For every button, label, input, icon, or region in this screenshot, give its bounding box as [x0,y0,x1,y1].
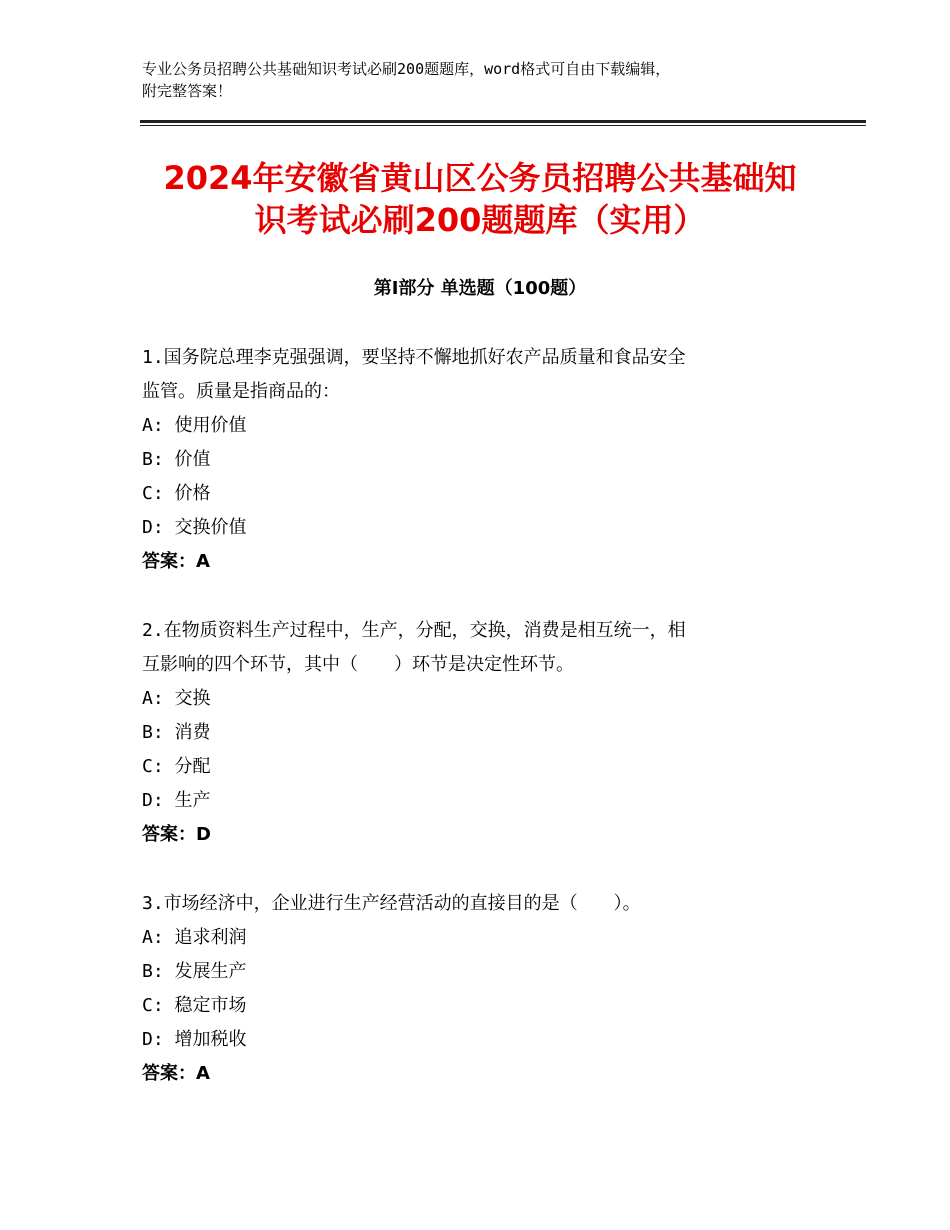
question-1 [142,341,822,579]
answer-line: 答案：D [142,824,211,845]
section-heading: 第Ⅰ部分 单选题（100题） [373,278,587,299]
option-a: A: 追求利润 [142,927,247,948]
question-stem-line-2: 监管。质量是指商品的： [142,381,340,402]
header-note [142,58,822,102]
question-stem-line-1: 2.在物质资料生产过程中，生产，分配，交换，消费是相互统一，相 [142,620,686,641]
question-stem-line-1: 3.市场经济中，企业进行生产经营活动的直接目的是（ ）。 [142,893,641,914]
answer-line: 答案：A [142,551,210,572]
header-divider-thick [140,120,866,123]
option-c: C: 价格 [142,483,211,504]
answer-line: 答案：A [142,1063,210,1084]
header-note-line-1: 专业公务员招聘公共基础知识考试必刷200题题库，word格式可自由下载编辑， [142,60,671,78]
header-note-line-2: 附完整答案！ [142,82,233,100]
option-a: A: 使用价值 [142,415,247,436]
question-stem-line-1: 1.国务院总理李克强强调，要坚持不懈地抓好农产品质量和食品安全 [142,347,686,368]
option-d: D: 生产 [142,790,211,811]
document-title-line-2: 识考试必刷200题题库（实用） [254,201,706,239]
document-title-line-1: 2024年安徽省黄山区公务员招聘公共基础知 [163,159,797,197]
option-c: C: 稳定市场 [142,995,247,1016]
question-stem-line-2: 互影响的四个环节，其中（ ）环节是决定性环节。 [142,654,574,675]
header-divider-thin [140,125,866,126]
option-b: B: 消费 [142,722,211,743]
option-d: D: 增加税收 [142,1029,247,1050]
option-a: A: 交换 [142,688,211,709]
option-d: D: 交换价值 [142,517,247,538]
option-b: B: 价值 [142,449,211,470]
option-c: C: 分配 [142,756,211,777]
question-2 [142,614,822,852]
document-title [140,157,820,241]
question-3 [142,887,822,1091]
option-b: B: 发展生产 [142,961,247,982]
